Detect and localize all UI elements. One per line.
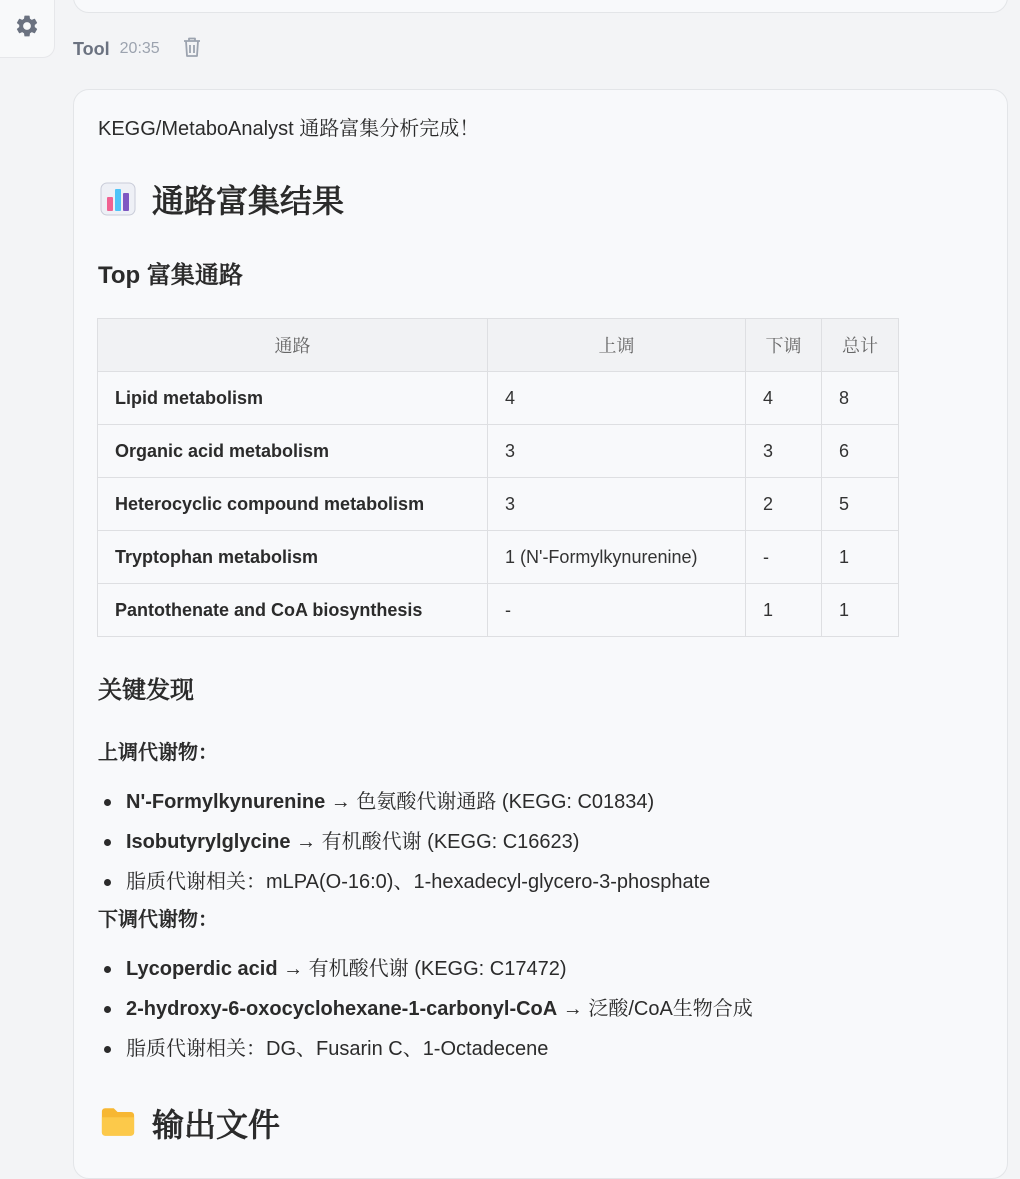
metabolite-name: N'-Formylkynurenine bbox=[126, 791, 326, 813]
cell-down: 3 bbox=[746, 425, 822, 478]
list-item bbox=[98, 862, 710, 902]
downregulated-heading: 下调代谢物： bbox=[98, 909, 218, 931]
list-item bbox=[98, 949, 753, 989]
metabolite-detail: → 色氨酸代谢通路 (KEGG: C01834) bbox=[325, 791, 655, 813]
top-pathways-heading: Top 富集通路 bbox=[98, 262, 243, 289]
cell-down: 2 bbox=[746, 478, 822, 531]
cell-pathway: Lipid metabolism bbox=[98, 372, 488, 425]
metabolite-detail: → 有机酸代谢 (KEGG: C17472) bbox=[277, 958, 567, 980]
previous-message-card bbox=[73, 0, 1008, 13]
cell-total: 1 bbox=[822, 584, 899, 637]
message-header bbox=[73, 34, 202, 64]
metabolite-detail: 脂质代谢相关：mLPA(O-16:0)、1-hexadecyl-glycero-3-phosphate bbox=[126, 871, 711, 893]
intro-text: KEGG/MetaboAnalyst 通路富集分析完成！ bbox=[98, 118, 480, 140]
cell-down: - bbox=[746, 531, 822, 584]
upregulated-heading: 上调代谢物： bbox=[98, 742, 218, 764]
metabolite-detail: → 有机酸代谢 (KEGG: C16623) bbox=[290, 831, 580, 853]
header-pathway: 通路 bbox=[98, 319, 488, 372]
list-item bbox=[98, 1029, 753, 1069]
table-row bbox=[98, 425, 899, 478]
metabolite-detail: 脂质代谢相关：DG、Fusarin C、1-Octadecene bbox=[126, 1038, 549, 1060]
results-heading bbox=[100, 176, 344, 222]
cell-pathway: Organic acid metabolism bbox=[98, 425, 488, 478]
message-time: 20:35 bbox=[119, 40, 160, 57]
cell-down: 4 bbox=[746, 372, 822, 425]
bar-chart-icon bbox=[100, 181, 136, 217]
settings-button[interactable] bbox=[0, 0, 55, 58]
header-total: 总计 bbox=[822, 319, 899, 372]
downregulated-list bbox=[98, 949, 753, 1069]
pathway-table bbox=[97, 318, 899, 637]
metabolite-name: Isobutyrylglycine bbox=[126, 831, 291, 853]
metabolite-name: Lycoperdic acid bbox=[126, 958, 278, 980]
trash-icon bbox=[182, 36, 202, 63]
delete-button[interactable] bbox=[182, 36, 202, 63]
key-findings-heading: 关键发现 bbox=[98, 677, 194, 704]
header-up: 上调 bbox=[488, 319, 746, 372]
cell-total: 5 bbox=[822, 478, 899, 531]
cell-up: 3 bbox=[488, 425, 746, 478]
table-row bbox=[98, 531, 899, 584]
cell-pathway: Heterocyclic compound metabolism bbox=[98, 478, 488, 531]
sender-name: Tool bbox=[73, 38, 110, 59]
table-header-row bbox=[98, 319, 899, 372]
cell-up: 3 bbox=[488, 478, 746, 531]
cell-total: 8 bbox=[822, 372, 899, 425]
table-row bbox=[98, 584, 899, 637]
header-down: 下调 bbox=[746, 319, 822, 372]
cell-pathway: Pantothenate and CoA biosynthesis bbox=[98, 584, 488, 637]
list-item bbox=[98, 822, 710, 862]
cell-total: 6 bbox=[822, 425, 899, 478]
list-item bbox=[98, 989, 753, 1029]
results-heading-text: 通路富集结果 bbox=[152, 183, 345, 219]
cell-up: - bbox=[488, 584, 746, 637]
gear-icon bbox=[14, 13, 40, 44]
output-heading bbox=[100, 1100, 280, 1146]
tool-message-card bbox=[73, 89, 1008, 1179]
upregulated-list bbox=[98, 782, 710, 902]
table-row bbox=[98, 478, 899, 531]
list-item bbox=[98, 782, 710, 822]
cell-down: 1 bbox=[746, 584, 822, 637]
output-heading-text: 输出文件 bbox=[152, 1107, 281, 1143]
cell-total: 1 bbox=[822, 531, 899, 584]
table-row bbox=[98, 372, 899, 425]
cell-up: 4 bbox=[488, 372, 746, 425]
folder-icon bbox=[100, 1105, 136, 1141]
metabolite-detail: → 泛酸/CoA生物合成 bbox=[557, 998, 753, 1020]
cell-pathway: Tryptophan metabolism bbox=[98, 531, 488, 584]
cell-up: 1 (N'-Formylkynurenine) bbox=[488, 531, 746, 584]
metabolite-name: 2-hydroxy-6-oxocyclohexane-1-carbonyl-CoA bbox=[126, 998, 558, 1020]
